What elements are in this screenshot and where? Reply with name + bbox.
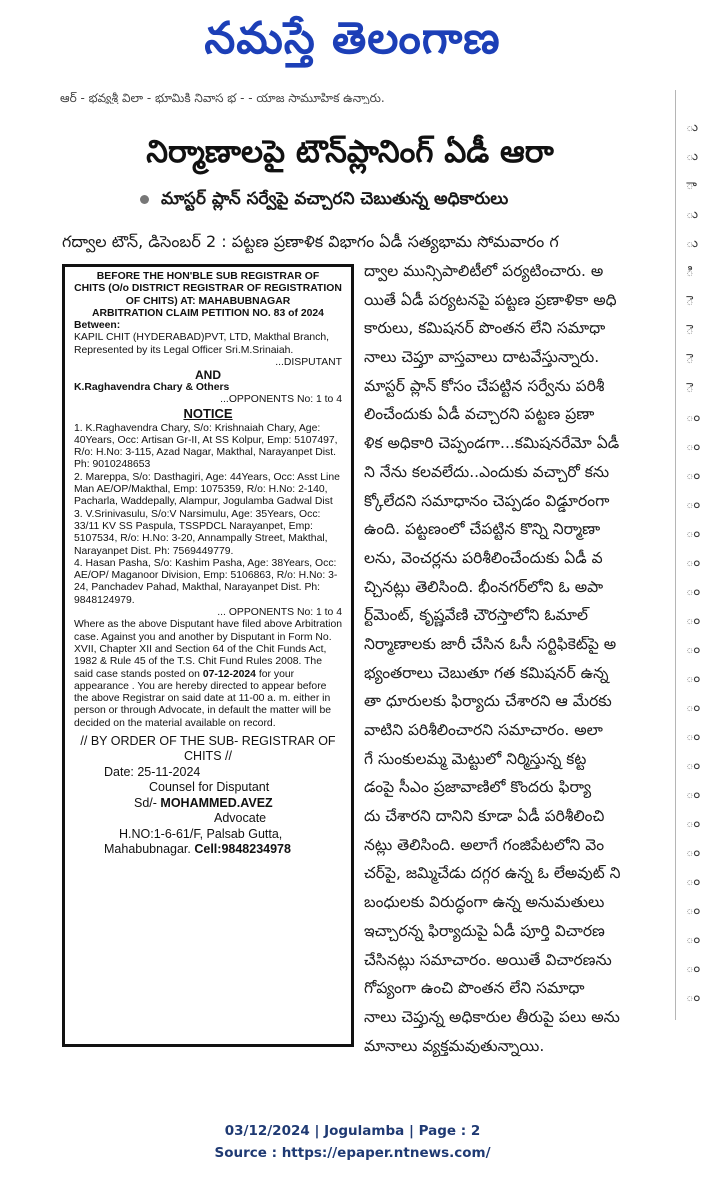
notice-opponent-entry: 2. Mareppa, S/o: Dasthagiri, Age: 44Years, Occ: Asst Line Man AE/OP/Makthal, Emp: 1075359, R/o: H.No: 2-140, Pacharla, Waddepally, Alampur, Jogulamba Gadwal Dist [74, 471, 340, 508]
body-line: డంపై సీఎం ప్రజావాణిలో కొందరు ఫిర్యా [364, 778, 592, 797]
body-line: లించేందుకు ఏడీ వచ్చారని పట్టణ ప్రణా [364, 405, 595, 424]
notice-body-part1: Where as the above Disputant have filed above Arbitration case. Against you and another by Disputant in Form No. XVII, Chapter XII and Section 64 of the Chit Funds Act, 1982 & Rule 45 of the T.S. Chit Fund Rules 2008. The said case stands posted on [74, 619, 343, 680]
body-line: చ్చినట్లు తెలిసింది. భీంనగర్‌లోని ఓ అపా [364, 577, 604, 596]
notice-date: Date: 25-11-2024 [104, 764, 201, 779]
strip-glyph: ం [686, 874, 701, 889]
body-line: ద్వాల మున్సిపాలిటీలో పర్యటించారు. అ [364, 262, 604, 280]
notice-opponent-entry: 4. Hasan Pasha, S/o: Kashim Pasha, Age: 38Years, Occ: AE/OP/ Maganoor Division, Emp: 5106863, R/o: H.No: 3-24, Panchadev Pahad, Makthal, Narayanpet Dist. Ph: 9848124979. [74, 557, 338, 606]
strip-glyph: ె [686, 323, 694, 338]
adjacent-column-strip [675, 90, 705, 1020]
footer-date-edition: 03/12/2024 | Jogulamba | Page : 2 [224, 1123, 481, 1139]
body-line: కారులు, కమిషనర్ పొంతన లేని సమాధా [364, 319, 606, 338]
strip-glyph: ం [686, 497, 701, 512]
notice-opponents-list [74, 423, 342, 607]
body-line: నిర్మాణాలకు జారీ చేసిన ఓసీ సర్టిఫికెట్‌పై అ [364, 634, 617, 653]
notice-signature [74, 796, 342, 812]
notice-hearing-date: 07-12-2024 [202, 668, 256, 680]
notice-order-line: // BY ORDER OF THE SUB- REGISTRAR OF CHITS // [80, 733, 336, 764]
legal-notice-box [62, 264, 354, 1047]
body-line: గే సుంకులమ్మ మెట్టులో నిర్మిస్తున్న కట్ట [364, 749, 587, 768]
body-line: యితే ఏడీ పర్యటనపై పట్టణ ప్రణాళికా అధి [364, 290, 617, 309]
notice-city: Mahabubnagar. [104, 842, 195, 857]
notice-sd-label: Sd/- [134, 795, 161, 810]
strip-glyph: ు [686, 120, 699, 135]
body-line: ర్ట్‌మెంట్, కృష్ణవేణి చౌరస్తాలోని ఓమాల్ [364, 606, 589, 625]
strip-glyph: ె [686, 381, 694, 396]
notice-disputant: KAPIL CHIT (HYDERABAD)PVT, LTD, Makthal Branch, Represented by its Legal Officer Sri.M.Srinaiah. [74, 332, 330, 356]
notice-city-cell [74, 842, 342, 858]
notice-opponents-name: K.Raghavendra Chary & Others [74, 381, 230, 393]
body-line: దు చేశారని దానిని కూడా ఏడీ పరిశీలించి [364, 807, 605, 826]
strip-glyph: ం [686, 671, 701, 686]
strip-glyph: ం [686, 845, 701, 860]
body-line: నాలు చెప్తూ వాస్తవాలు దాటవేస్తున్నారు. [364, 348, 600, 367]
strip-glyph: ె [686, 352, 694, 367]
body-line: గోప్యంగా ఉంచి పొంతన లేని సమాధా [364, 979, 585, 998]
strip-glyph: ు [686, 207, 699, 222]
footer-source: Source : https://epaper.ntnews.com/ [214, 1145, 491, 1161]
body-line: నట్లు తెలిసింది. అలాగే గంజిపేటలోని వెం [364, 835, 605, 854]
strip-glyph: ం [686, 729, 701, 744]
strip-glyph: ం [686, 526, 701, 541]
notice-opponent-entry: 3. V.Srinivasulu, S/o:V Narsimulu, Age: 35Years, Occ: 33/11 KV SS Paspula, TSSPDCL Narayanpet, Emp: 5107534, R/o: H.No: 3-20, Annampally Street, Makthal, Narayanpet Dist. Ph: 7569449779. [74, 508, 328, 557]
notice-disputant-tag: ...DISPUTANT [275, 357, 342, 369]
newspaper-masthead [150, 8, 555, 70]
strip-glyph: ం [686, 584, 701, 599]
notice-opponent-entry: 1. K.Raghavendra Chary, S/o: Krishnaiah Chary, Age: 40Years, Occ: Artisan Gr-II, At SS Kolpur, Emp: 5107497, R/o: H.No: 3-115, Azad Nagar, Makthal, Narayanpet Dist. Ph: 9010248653 [74, 422, 338, 471]
body-line: వాటిని పరిశీలించారని సమాచారం. అలా [364, 721, 603, 739]
body-line: మానాలు వ్యక్తమవుతున్నాయి. [364, 1036, 545, 1055]
body-line: భ్యంతరాలు చెబుతూ గత కమిషనర్ ఉన్న [364, 663, 609, 682]
strip-glyph: ం [686, 439, 701, 454]
notice-between-label: Between: [74, 320, 121, 332]
body-line: చర్‌పై, జమ్మిచేడు దగ్గర ఉన్న ఓ లేఅవుట్ ని [364, 864, 621, 883]
notice-petition-number: ARBITRATION CLAIM PETITION NO. 83 of 2024 [92, 307, 324, 319]
notice-court-heading [74, 271, 342, 308]
bullet-icon [140, 195, 149, 204]
article-body-column [364, 257, 674, 1060]
strip-glyph: ు [686, 149, 699, 164]
notice-cell: Cell:9848234978 [194, 842, 291, 857]
strip-glyph: ం [686, 613, 701, 628]
notice-counsel: Counsel for Disputant [149, 780, 270, 795]
notice-advocate-name: MOHAMMED.AVEZ [160, 795, 273, 810]
notice-body [74, 619, 342, 730]
strip-glyph: ి [686, 265, 694, 280]
strip-glyph: ం [686, 903, 701, 918]
masthead-title: నమస్తే తెలంగాణ [204, 13, 501, 64]
body-line: ఉంది. పట్టణంలో చేపట్టిన కొన్ని నిర్మాణా [364, 520, 601, 539]
body-line: చేసినట్లు సమాచారం. అయితే విచారణను [364, 950, 612, 969]
notice-court-line: OF CHITS) AT: MAHABUBNAGAR [125, 295, 291, 307]
strip-glyph: ం [686, 758, 701, 773]
strip-glyph: ం [686, 816, 701, 831]
subheadline-text: మాస్టర్ ప్లాన్ సర్వేపై వచ్చారని చెబుతున్న అధికారులు [161, 189, 509, 209]
body-line: ఇచ్చారన్న ఫిర్యాదుపై ఏడీ పూర్తి విచారణ [364, 921, 605, 940]
strip-glyph: ె [686, 294, 694, 309]
strip-glyph: ం [686, 642, 701, 657]
article-subheadline [140, 185, 600, 213]
strip-glyph: ా [686, 178, 697, 193]
body-line: క్కోలేదని సమాధానం చెప్పడం విడ్డూరంగా [364, 491, 610, 510]
body-line: ళిక అధికారి చెప్పండగా...కమిషనరేమో ఏడీ [364, 434, 620, 453]
strip-glyph: ం [686, 932, 701, 947]
body-line: తా ధూరులకు ఫిర్యాదు చేశారని ఆ మేరకు [364, 692, 612, 711]
strip-glyph: ం [686, 700, 701, 715]
notice-title: NOTICE [183, 406, 233, 422]
notice-court-line: BEFORE THE HON'BLE SUB REGISTRAR OF [96, 271, 320, 282]
strip-glyph: ం [686, 410, 701, 425]
body-line: బంధులకు విరుద్ధంగా ఉన్న అనుమతులు [364, 893, 605, 912]
strip-glyph: ం [686, 468, 701, 483]
body-line: లను, వెంచర్లను పరిశీలించేందుకు ఏడీ వ [364, 548, 603, 567]
strip-glyph: ం [686, 990, 701, 1005]
notice-opponents-tag: ...OPPONENTS No: 1 to 4 [220, 393, 342, 405]
strip-glyph: ు [686, 236, 699, 251]
article-headline: నిర్మాణాలపై టౌన్‌ప్లానింగ్ ఏడీ ఆరా [146, 134, 554, 170]
notice-opponents-tag-2: ... OPPONENTS No: 1 to 4 [217, 607, 342, 619]
notice-address: H.NO:1-6-61/F, Palsab Gutta, [119, 826, 283, 841]
notice-body-part2: for your appearance . You are hereby directed to appear before the above Registrar on said date at 11-00 a. m. either in person or through Advocate, in default the matter will be decided on the material available on record. [74, 668, 332, 729]
strip-glyph: ం [686, 555, 701, 570]
body-line: ని నేను కలవలేదు..ఎందుకు వచ్చారో కను [364, 462, 610, 481]
article-dateline: గద్వాల టౌన్, డిసెంబర్ 2 : పట్టణ ప్రణాళిక విభాగం ఏడీ సత్యభామ సోమవారం గ [62, 232, 559, 251]
previous-article-cut-line: ఆర్ - భవ్యశ్రీ విలా - భూమికి నివాస భ - - యాజ సామూహిక ఉన్నారు. [60, 92, 385, 104]
notice-advocate-title: Advocate [214, 811, 267, 826]
body-line: నాలు చెప్తున్న అధికారుల తీరుపై పలు అను [364, 1007, 620, 1026]
notice-court-line: CHITS (O/o DISTRICT REGISTRAR OF REGISTRATION [74, 283, 342, 295]
body-line: మాస్టర్ ప్లాన్ కోసం చేపట్టిన సర్వేను పరిశీ [364, 376, 605, 395]
strip-glyph: ం [686, 961, 701, 976]
strip-glyph: ం [686, 787, 701, 802]
page-footer [0, 1120, 705, 1164]
notice-and-label: AND [195, 368, 221, 383]
